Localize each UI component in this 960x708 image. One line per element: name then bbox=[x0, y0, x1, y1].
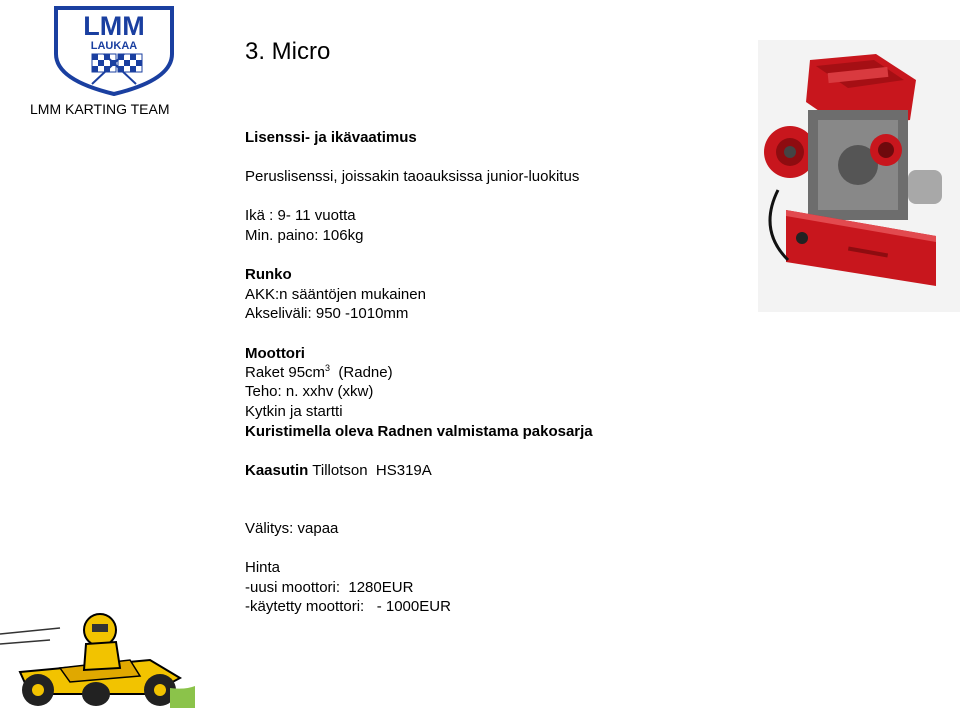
logo-text: LMM bbox=[83, 11, 145, 41]
engine-clutch: Kytkin ja startti bbox=[245, 403, 343, 420]
engine-model bbox=[245, 364, 393, 382]
kart-illustration bbox=[0, 598, 195, 708]
wheelbase: Akseliväli: 950 -1010mm bbox=[245, 305, 409, 322]
license-heading: Lisenssi- ja ikävaatimus bbox=[245, 129, 417, 146]
page-title: 3. Micro bbox=[245, 38, 331, 65]
price-heading: Hinta bbox=[245, 559, 281, 576]
age-requirement: Ikä : 9- 11 vuotta bbox=[245, 207, 356, 224]
min-weight: Min. paino: 106kg bbox=[245, 227, 364, 244]
gearing: Välitys: vapaa bbox=[245, 520, 339, 537]
price-new: -uusi moottori: 1280EUR bbox=[245, 579, 414, 596]
carburetor-value: Tillotson HS319A bbox=[308, 462, 432, 479]
chassis-rule: AKK:n sääntöjen mukainen bbox=[245, 286, 426, 303]
engine-photo bbox=[758, 40, 960, 312]
license-text: Peruslisenssi, joissakin taoauksissa junior-luokitus bbox=[245, 168, 580, 185]
engine-model-prefix: Raket 95cm bbox=[245, 364, 326, 381]
engine-power: Teho: n. xxhv (xkw) bbox=[245, 383, 374, 400]
team-name: LMM KARTING TEAM bbox=[30, 101, 170, 117]
engine-heading: Moottori bbox=[245, 345, 305, 362]
carburetor-heading: Kaasutin bbox=[245, 462, 309, 479]
price-used: -käytetty moottori: - 1000EUR bbox=[245, 598, 451, 615]
engine-model-suffix: (Radne) bbox=[330, 364, 393, 381]
chassis-heading: Runko bbox=[245, 266, 292, 283]
logo-subtext: LAUKAA bbox=[90, 40, 138, 52]
engine-exhaust: Kuristimella oleva Radnen valmistama pakosarja bbox=[245, 423, 593, 440]
engine-model-sup: 3 bbox=[325, 363, 331, 373]
carburetor bbox=[245, 462, 432, 480]
lmm-logo bbox=[52, 4, 176, 96]
